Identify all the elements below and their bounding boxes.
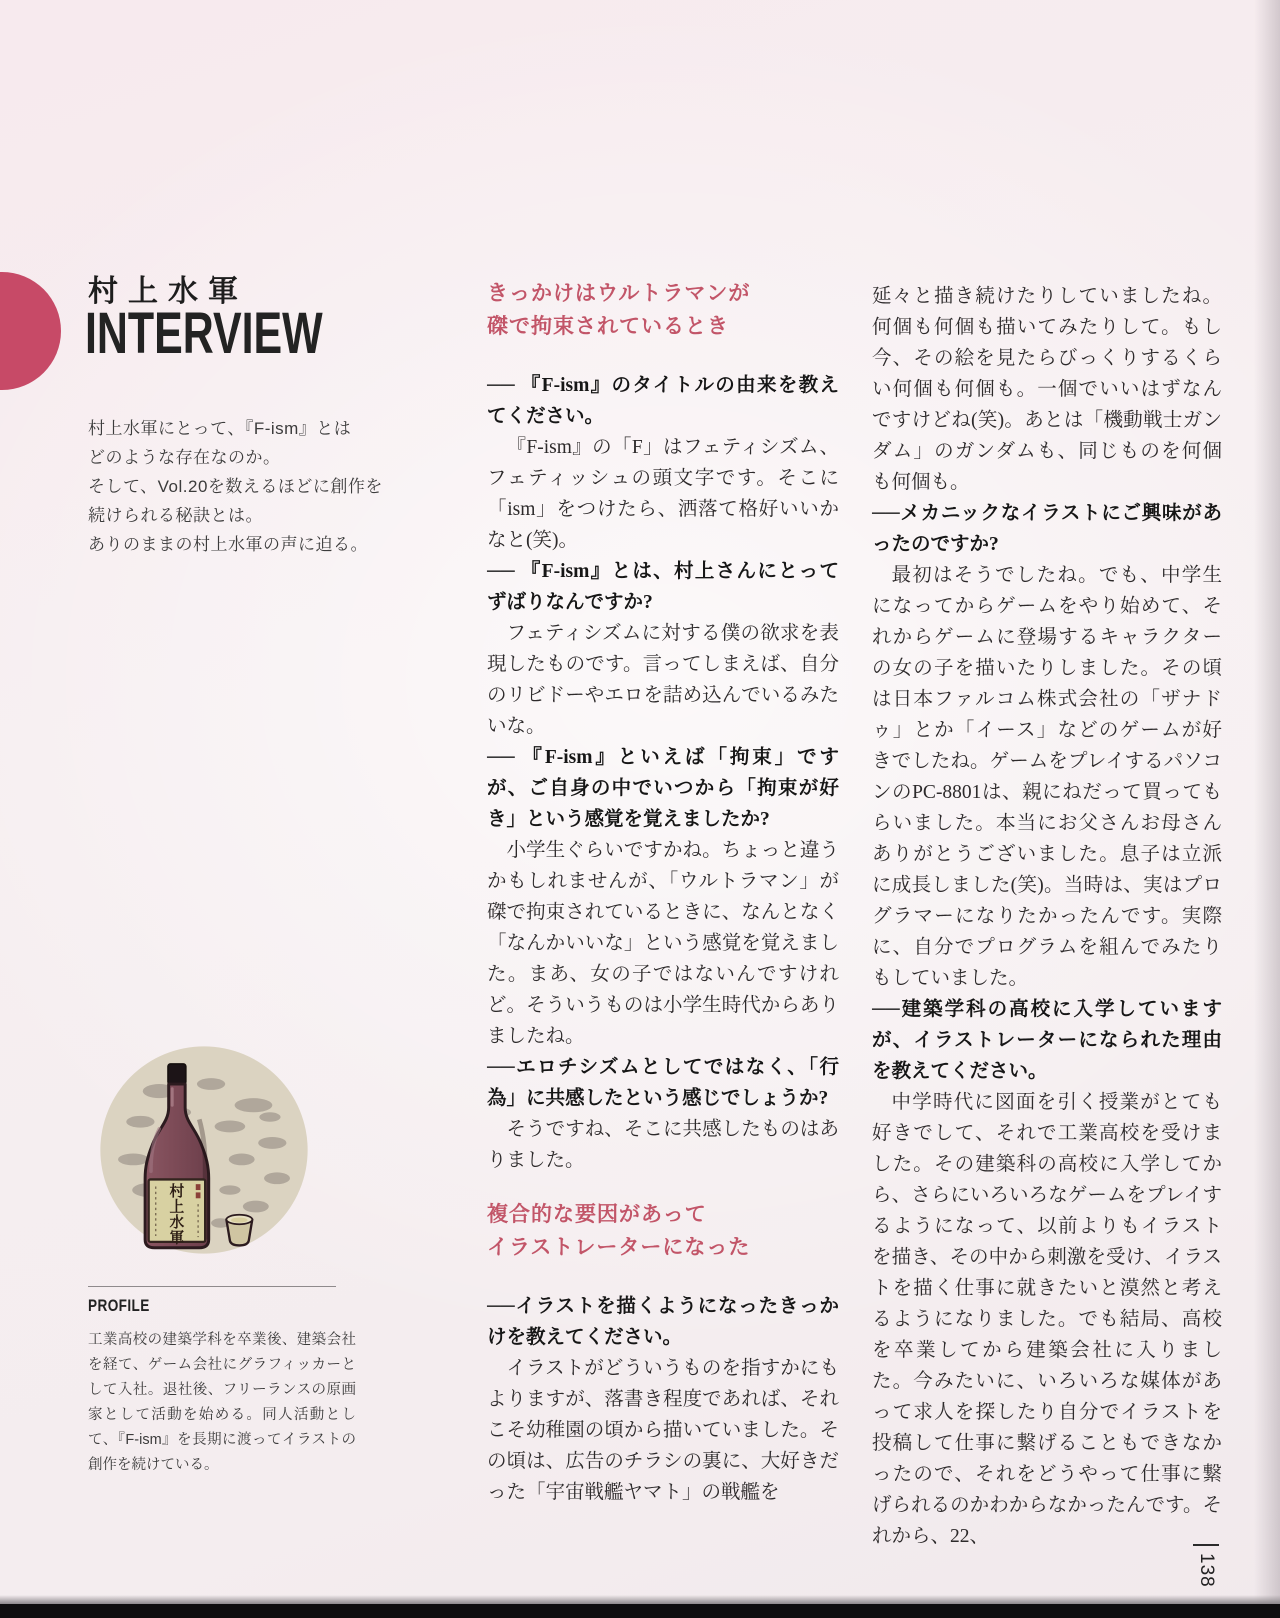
- section-heading-line: 磔で拘束されているとき: [487, 314, 729, 338]
- intro-text: [88, 414, 418, 559]
- sake-bottle-cup-icon: [98, 1044, 310, 1256]
- accent-half-circle: [0, 272, 61, 390]
- interview-question: ──メカニックなイラストにご興味があったのですか?: [872, 503, 1222, 555]
- interview-question: ── 『F-ism』とは、村上さんにとってずばりなんですか?: [487, 561, 839, 613]
- section-heading-line: 複合的な要因があって: [487, 1202, 707, 1226]
- interview-answer: イラストがどういうものを指すかにもよりますが、落書き程度であれば、それこそ幼稚園の頃から描いていました。その頃は、広告のチラシの裏に、大好きだった「宇宙戦艦ヤマト」の戦艦を: [487, 1358, 839, 1503]
- page-number: 138: [1193, 1544, 1219, 1613]
- profile-heading: PROFILE: [88, 1296, 150, 1315]
- interview-answer: 中学時代に図面を引く授業がとても好きでして、それで工業高校を受けました。その建築科の高校に入学してから、さらにいろいろなゲームをプレイするようになって、以前よりもイラストを描き、その中から刺激を受け、イラストを描く仕事に就きたいと漠然と考えるようになりました。でも結局、高校を卒業してから建築会社に入りました。今みたいに、いろいろな媒体があって求人を探したり自分でイラストを投稿して仕事に繋げることもできなかったので、それをどうやって仕事に繋げられるのかわからなかったんです。それから、22、: [872, 1092, 1222, 1547]
- interview-answer: フェティシズムに対する僕の欲求を表現したものです。言ってしまえば、自分のリビドーやエロを詰め込んでいるみたいな。: [487, 623, 839, 737]
- interview-question: ──イラストを描くようになったきっかけを教えてください。: [487, 1296, 839, 1348]
- interview-continuation: 延々と描き続けたりしていましたね。何個も何個も描いてみたりして。もし今、その絵を見たらびっくりするくらい何個も何個も。一個でいいはずなんですけどね(笑)。あとは「機動戦士ガンダム」のガンダムも、同じものを何個も何個も。: [872, 286, 1222, 493]
- page-bottom-edge: [0, 1604, 1280, 1618]
- interview-question: ── 『F-ism』のタイトルの由来を教えてください。: [487, 375, 839, 427]
- interview-column-middle: [487, 277, 839, 1508]
- section-heading-line: きっかけはウルトラマンが: [487, 281, 751, 305]
- section-heading-line: イラストレーターになった: [487, 1235, 751, 1259]
- interview-question: ── 『F-ism』といえば「拘束」ですが、ご自身の中でいつから「拘束が好き」という感覚を覚えましたか?: [487, 747, 839, 830]
- interview-question: ──エロチシズムとしてではなく、「行為」に共感したという感じでしょうか?: [487, 1057, 839, 1109]
- intro-line: そして、Vol.20を数えるほどに創作を: [88, 477, 383, 496]
- interview-answer: 最初はそうでしたね。でも、中学生になってからゲームをやり始めて、それからゲームに登場するキャラクターの女の子を描いたりしました。その頃は日本ファルコム株式会社の「ザナドゥ」とか「イース」などのゲームが好きでしたね。ゲームをプレイするパソコンのPC-8801は、親にねだって買ってもらいました。本当にお父さんお母さんありがとうございました。息子は立派に成長しました(笑)。当時は、実はプログラマーになりたかったんです。実際に、自分でプログラムを組んでみたりもしていました。: [872, 565, 1222, 989]
- page-title: INTERVIEW: [85, 301, 323, 366]
- intro-line: 村上水軍にとって、『F-ism』とは: [88, 419, 352, 438]
- svg-text:村上水軍: 村上水軍: [169, 1183, 185, 1247]
- sake-bottle-illustration: [98, 1044, 310, 1256]
- intro-line: どのような存在なのか。: [88, 448, 281, 467]
- bottle-label: [149, 1179, 206, 1246]
- interviewee-name: 村上水軍: [88, 275, 248, 308]
- interview-question: ──建築学科の高校に入学していますが、イラストレーターになられた理由を教えてください。: [872, 999, 1222, 1082]
- interview-column-right: [872, 281, 1222, 1552]
- intro-line: ありのままの村上水軍の声に迫る。: [88, 535, 368, 554]
- interview-answer: 『F-ism』の「F」はフェティシズム、フェティッシュの頭文字です。そこに「ism」をつけたら、洒落て格好いいかなと(笑)。: [487, 437, 839, 551]
- page-bottom-fade: [0, 1595, 1280, 1604]
- section-heading: [487, 1198, 839, 1264]
- interview-answer: 小学生ぐらいですかね。ちょっと違うかもしれませんが、「ウルトラマン」が磔で拘束されているときに、なんとなく「なんかいいな」という感覚を覚えました。まあ、女の子ではないんですけれど。そういうものは小学生時代からありましたね。: [487, 840, 839, 1047]
- profile-text: 工業高校の建築学科を卒業後、建築会社を経て、ゲーム会社にグラフィッカーとして入社。退社後、フリーランスの原画家として活動を始める。同人活動として、『F-ism』を長期に渡ってイラストの創作を続けている。: [88, 1332, 356, 1473]
- page-edge-shadow: [1254, 0, 1280, 1618]
- section-heading: [487, 277, 839, 343]
- sake-cup: [226, 1215, 252, 1246]
- profile-divider: [88, 1286, 336, 1287]
- interview-answer: そうですね、そこに共感したものはありました。: [487, 1119, 839, 1171]
- intro-line: 続けられる秘訣とは。: [88, 506, 263, 525]
